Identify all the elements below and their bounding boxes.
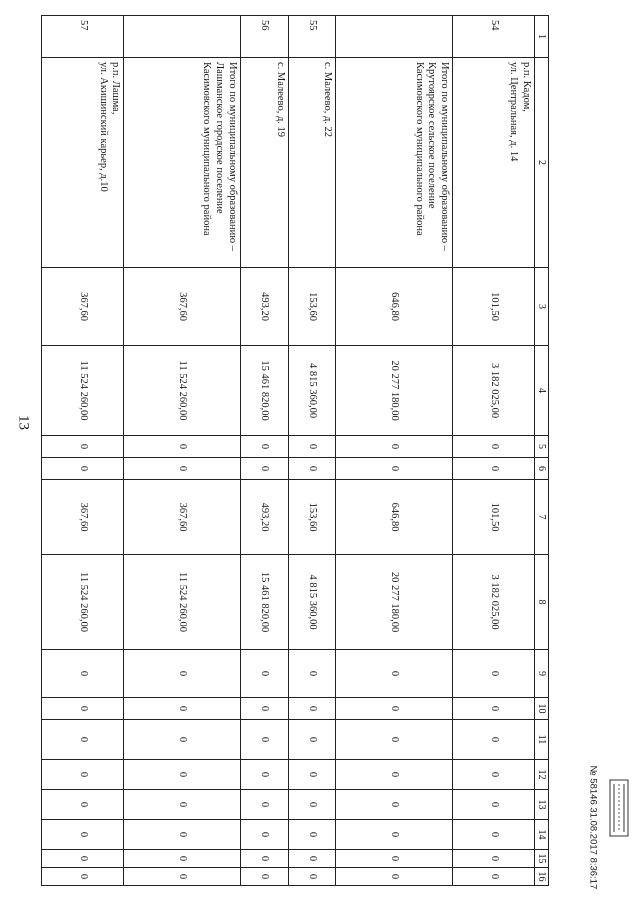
- value-cell: 0: [240, 760, 288, 790]
- value-cell: 15 461 820,00: [240, 555, 288, 650]
- table-row: [240, 16, 288, 886]
- value-cell: 0: [42, 436, 124, 458]
- value-cell: 0: [288, 820, 336, 850]
- value-cell: 0: [288, 650, 336, 698]
- value-cell: 0: [42, 850, 124, 868]
- value-cell: 153,60: [288, 268, 336, 346]
- value-cell: 0: [124, 458, 240, 480]
- value-cell: 0: [42, 458, 124, 480]
- value-cell: 0: [288, 436, 336, 458]
- value-cell: 0: [124, 650, 240, 698]
- column-number: 12: [535, 760, 549, 790]
- value-cell: 0: [124, 760, 240, 790]
- value-cell: 367,60: [124, 480, 240, 555]
- value-cell: 4 815 360,00: [288, 346, 336, 436]
- row-number-cell: 55: [288, 16, 336, 58]
- value-cell: 0: [452, 760, 534, 790]
- value-cell: 0: [452, 868, 534, 886]
- address-cell: р.п. Лашма, ул. Акишинский карьер, д.10: [42, 58, 124, 268]
- value-cell: 0: [240, 720, 288, 760]
- value-cell: 0: [288, 850, 336, 868]
- value-cell: 0: [124, 820, 240, 850]
- address-cell: с. Малеево, д. 22: [288, 58, 336, 268]
- address-cell: р.п. Кадом, ул. Центральная, д. 14: [452, 58, 534, 268]
- address-cell: с. Малеево, д. 19: [240, 58, 288, 268]
- value-cell: 0: [240, 820, 288, 850]
- value-cell: 0: [240, 790, 288, 820]
- value-cell: 0: [336, 760, 452, 790]
- value-cell: 0: [124, 436, 240, 458]
- value-cell: 0: [336, 436, 452, 458]
- value-cell: 0: [240, 698, 288, 720]
- value-cell: 0: [42, 790, 124, 820]
- value-cell: 0: [336, 850, 452, 868]
- value-cell: 0: [288, 790, 336, 820]
- table-row: [336, 16, 452, 886]
- value-cell: 0: [124, 698, 240, 720]
- column-number: 1: [535, 16, 549, 58]
- value-cell: 0: [240, 436, 288, 458]
- column-number: 8: [535, 555, 549, 650]
- value-cell: 493,20: [240, 268, 288, 346]
- registry-stamp: [548, 765, 638, 903]
- column-number: 2: [535, 58, 549, 268]
- value-cell: 0: [42, 650, 124, 698]
- row-number-cell: 56: [240, 16, 288, 58]
- value-cell: 0: [336, 458, 452, 480]
- address-cell: Итого по муниципальному образованию – Лашманское городское поселение Касимовского муниципального района: [124, 58, 240, 268]
- column-number: 14: [535, 820, 549, 850]
- value-cell: 4 815 360,00: [288, 555, 336, 650]
- value-cell: 646,80: [336, 480, 452, 555]
- column-number: 10: [535, 698, 549, 720]
- value-cell: 0: [452, 698, 534, 720]
- table-row: [124, 16, 240, 886]
- value-cell: 101,50: [452, 268, 534, 346]
- value-cell: 367,60: [42, 480, 124, 555]
- table-row: [288, 16, 336, 886]
- value-cell: 0: [240, 850, 288, 868]
- column-number: 11: [535, 720, 549, 760]
- row-number-cell: 57: [42, 16, 124, 58]
- value-cell: 493,20: [240, 480, 288, 555]
- table-row: [42, 16, 124, 886]
- value-cell: 0: [452, 458, 534, 480]
- row-number-cell: 54: [452, 16, 534, 58]
- row-number-cell: [336, 16, 452, 58]
- value-cell: 0: [336, 698, 452, 720]
- page-number: 13: [15, 415, 32, 430]
- value-cell: 0: [124, 720, 240, 760]
- value-cell: 3 182 025,00: [452, 555, 534, 650]
- column-number: 7: [535, 480, 549, 555]
- value-cell: 11 524 260,00: [42, 346, 124, 436]
- header-row: [535, 16, 549, 886]
- value-cell: 0: [240, 458, 288, 480]
- value-cell: 15 461 820,00: [240, 346, 288, 436]
- value-cell: 0: [452, 790, 534, 820]
- value-cell: 0: [452, 820, 534, 850]
- column-number: 5: [535, 436, 549, 458]
- rotated-table-container: [41, 15, 549, 882]
- registry-seal-icon: [608, 778, 630, 838]
- column-number: 3: [535, 268, 549, 346]
- value-cell: 153,60: [288, 480, 336, 555]
- value-cell: 0: [124, 850, 240, 868]
- address-cell: Итого по муниципальному образованию – Крутоярское сельское поселение Касимовского муниципального района: [336, 58, 452, 268]
- value-cell: 0: [336, 650, 452, 698]
- table-row: [452, 16, 534, 886]
- column-number: 16: [535, 868, 549, 886]
- value-cell: 0: [42, 868, 124, 886]
- value-cell: 0: [124, 790, 240, 820]
- value-cell: 0: [452, 650, 534, 698]
- value-cell: 0: [42, 760, 124, 790]
- value-cell: 0: [42, 698, 124, 720]
- column-number: 6: [535, 458, 549, 480]
- value-cell: 0: [288, 720, 336, 760]
- value-cell: 367,60: [42, 268, 124, 346]
- value-cell: 0: [288, 760, 336, 790]
- housing-data-table: [41, 15, 549, 886]
- row-number-cell: [124, 16, 240, 58]
- value-cell: 0: [452, 436, 534, 458]
- value-cell: 0: [240, 650, 288, 698]
- value-cell: 20 277 180,00: [336, 555, 452, 650]
- value-cell: 0: [288, 458, 336, 480]
- column-number: 15: [535, 850, 549, 868]
- value-cell: 0: [124, 868, 240, 886]
- value-cell: 0: [288, 868, 336, 886]
- value-cell: 11 524 260,00: [124, 346, 240, 436]
- value-cell: 367,60: [124, 268, 240, 346]
- column-number: 4: [535, 346, 549, 436]
- value-cell: 101,50: [452, 480, 534, 555]
- value-cell: 0: [452, 850, 534, 868]
- value-cell: 0: [42, 820, 124, 850]
- value-cell: 20 277 180,00: [336, 346, 452, 436]
- value-cell: 0: [336, 790, 452, 820]
- value-cell: 0: [336, 820, 452, 850]
- value-cell: 0: [240, 868, 288, 886]
- value-cell: 3 182 025,00: [452, 346, 534, 436]
- value-cell: 11 524 260,00: [124, 555, 240, 650]
- value-cell: 0: [288, 698, 336, 720]
- value-cell: 11 524 260,00: [42, 555, 124, 650]
- value-cell: 0: [336, 868, 452, 886]
- value-cell: 0: [42, 720, 124, 760]
- column-number: 9: [535, 650, 549, 698]
- value-cell: 646,80: [336, 268, 452, 346]
- registry-number: № 58146 31.08.2017 8:36:17: [587, 765, 599, 890]
- value-cell: 0: [336, 720, 452, 760]
- column-number: 13: [535, 790, 549, 820]
- value-cell: 0: [452, 720, 534, 760]
